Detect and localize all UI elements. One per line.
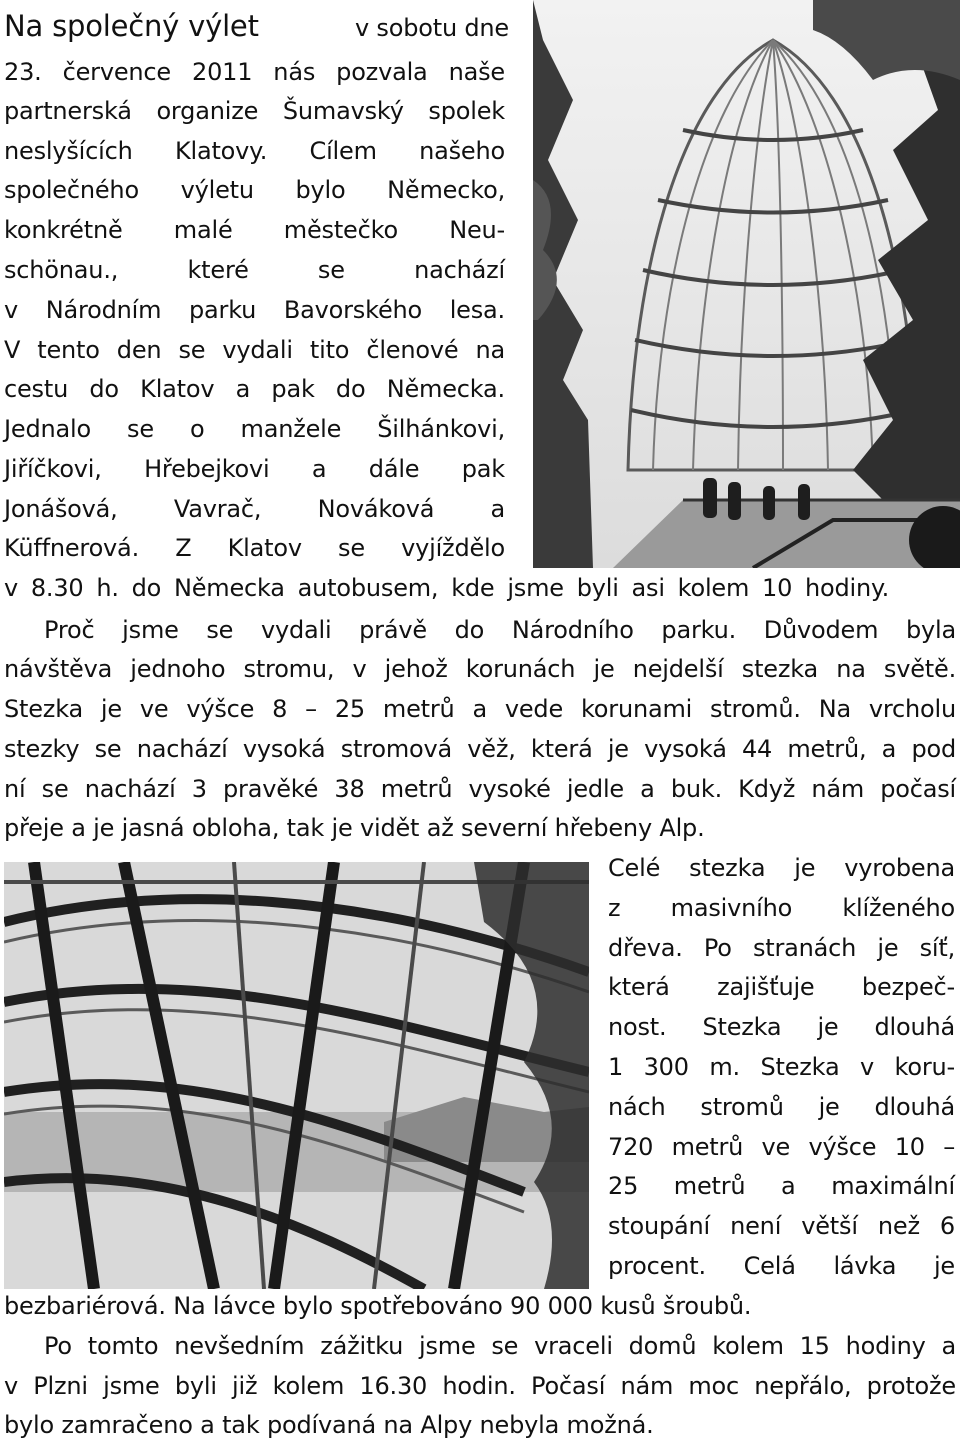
text-line-right-5: 1 300 m. Stezka v koru- [608,1053,955,1081]
text-line-mid-6: přeje a je jasná obloha, tak je vidět až severní hřebeny Alp. [4,814,705,842]
text-line-top-3: neslyšících Klatovy. Cílem našeho [4,137,505,165]
text-line-right-1: z masivního klíženého [608,894,955,922]
text-line-top-2: partnerská organize Šumavský spolek [4,97,505,125]
text-line-mid-2: návštěva jednoho stromu, v jehož korunách je nejdelší stezka na světě. [4,655,956,683]
text-line-top-6: schönau., které se nachází [4,256,505,284]
text-line-top-10: Jednalo se o manžele Šilhánkovi, [4,415,505,443]
text-line-right-4: nost. Stezka je dlouhá [608,1013,955,1041]
text-line-right-10: procent. Celá lávka je [608,1252,955,1280]
tower-photo [533,0,960,568]
text-line-right-0: Celé stezka je vyrobena [608,854,955,882]
text-line-top-4: společného výletu bylo Německo, [4,176,505,204]
text-line-top-11: Jiříčkovi, Hřebejkovi a dále pak [4,455,505,483]
walkway-photo-drawing [4,862,589,1289]
text-line-top-9: cestu do Klatov a pak do Německa. [4,375,505,403]
text-line-top-1: 23. července 2011 nás pozvala naše [4,58,505,86]
text-line-top-5: konkrétně malé městečko Neu- [4,216,505,244]
article-lead-rest: v sobotu dne [355,14,509,42]
text-line-top-13: Küffnerová. Z Klatov se vyjíždělo [4,534,505,562]
text-line-mid-5: ní se nachází 3 pravěké 38 metrů vysoké jedle a buk. Když nám počasí [4,775,956,803]
text-line-right-7: 720 metrů ve výšce 10 – [608,1133,955,1161]
text-line-right-8: 25 metrů a maximální [608,1172,955,1200]
walkway-photo [4,862,589,1289]
text-line-bottom-3: bylo zamračeno a tak podívaná na Alpy nebyla možná. [4,1411,654,1439]
text-line-bottom-2: v Plzni jsme byli již kolem 16.30 hodin. Počasí nám moc nepřálo, protože [4,1372,956,1400]
text-line-top-8: V tento den se vydali tito členové na [4,336,505,364]
text-line-mid-4: stezky se nachází vysoká stromová věž, která je vysoká 44 metrů, a pod [4,735,956,763]
text-line-right-2: dřeva. Po stranách je síť, [608,934,955,962]
text-line-bottom-0: bezbariérová. Na lávce bylo spotřebováno 90 000 kusů šroubů. [4,1292,752,1320]
text-line-mid-1: Proč jsme se vydali právě do Národního parku. Důvodem byla [44,616,956,644]
text-line-right-9: stoupání není větší než 6 [608,1212,955,1240]
tower-photo-drawing [533,0,960,568]
text-line-top-0 [4,6,509,46]
text-line-bottom-1: Po tomto nevšedním zážitku jsme se vraceli domů kolem 15 hodiny a [44,1332,956,1360]
text-line-top-7: v Národním parku Bavorského lesa. [4,296,505,324]
article-lead: Na společný výlet [4,9,259,43]
text-line-top-12: Jonášová, Vavrač, Nováková a [4,495,505,523]
text-line-mid-3: Stezka je ve výšce 8 – 25 metrů a vede korunami stromů. Na vrcholu [4,695,956,723]
text-line-mid-0: v 8.30 h. do Německa autobusem, kde jsme byli asi kolem 10 hodiny. [4,574,889,602]
text-line-right-6: nách stromů je dlouhá [608,1093,955,1121]
text-line-right-3: která zajišťuje bezpeč- [608,973,955,1001]
